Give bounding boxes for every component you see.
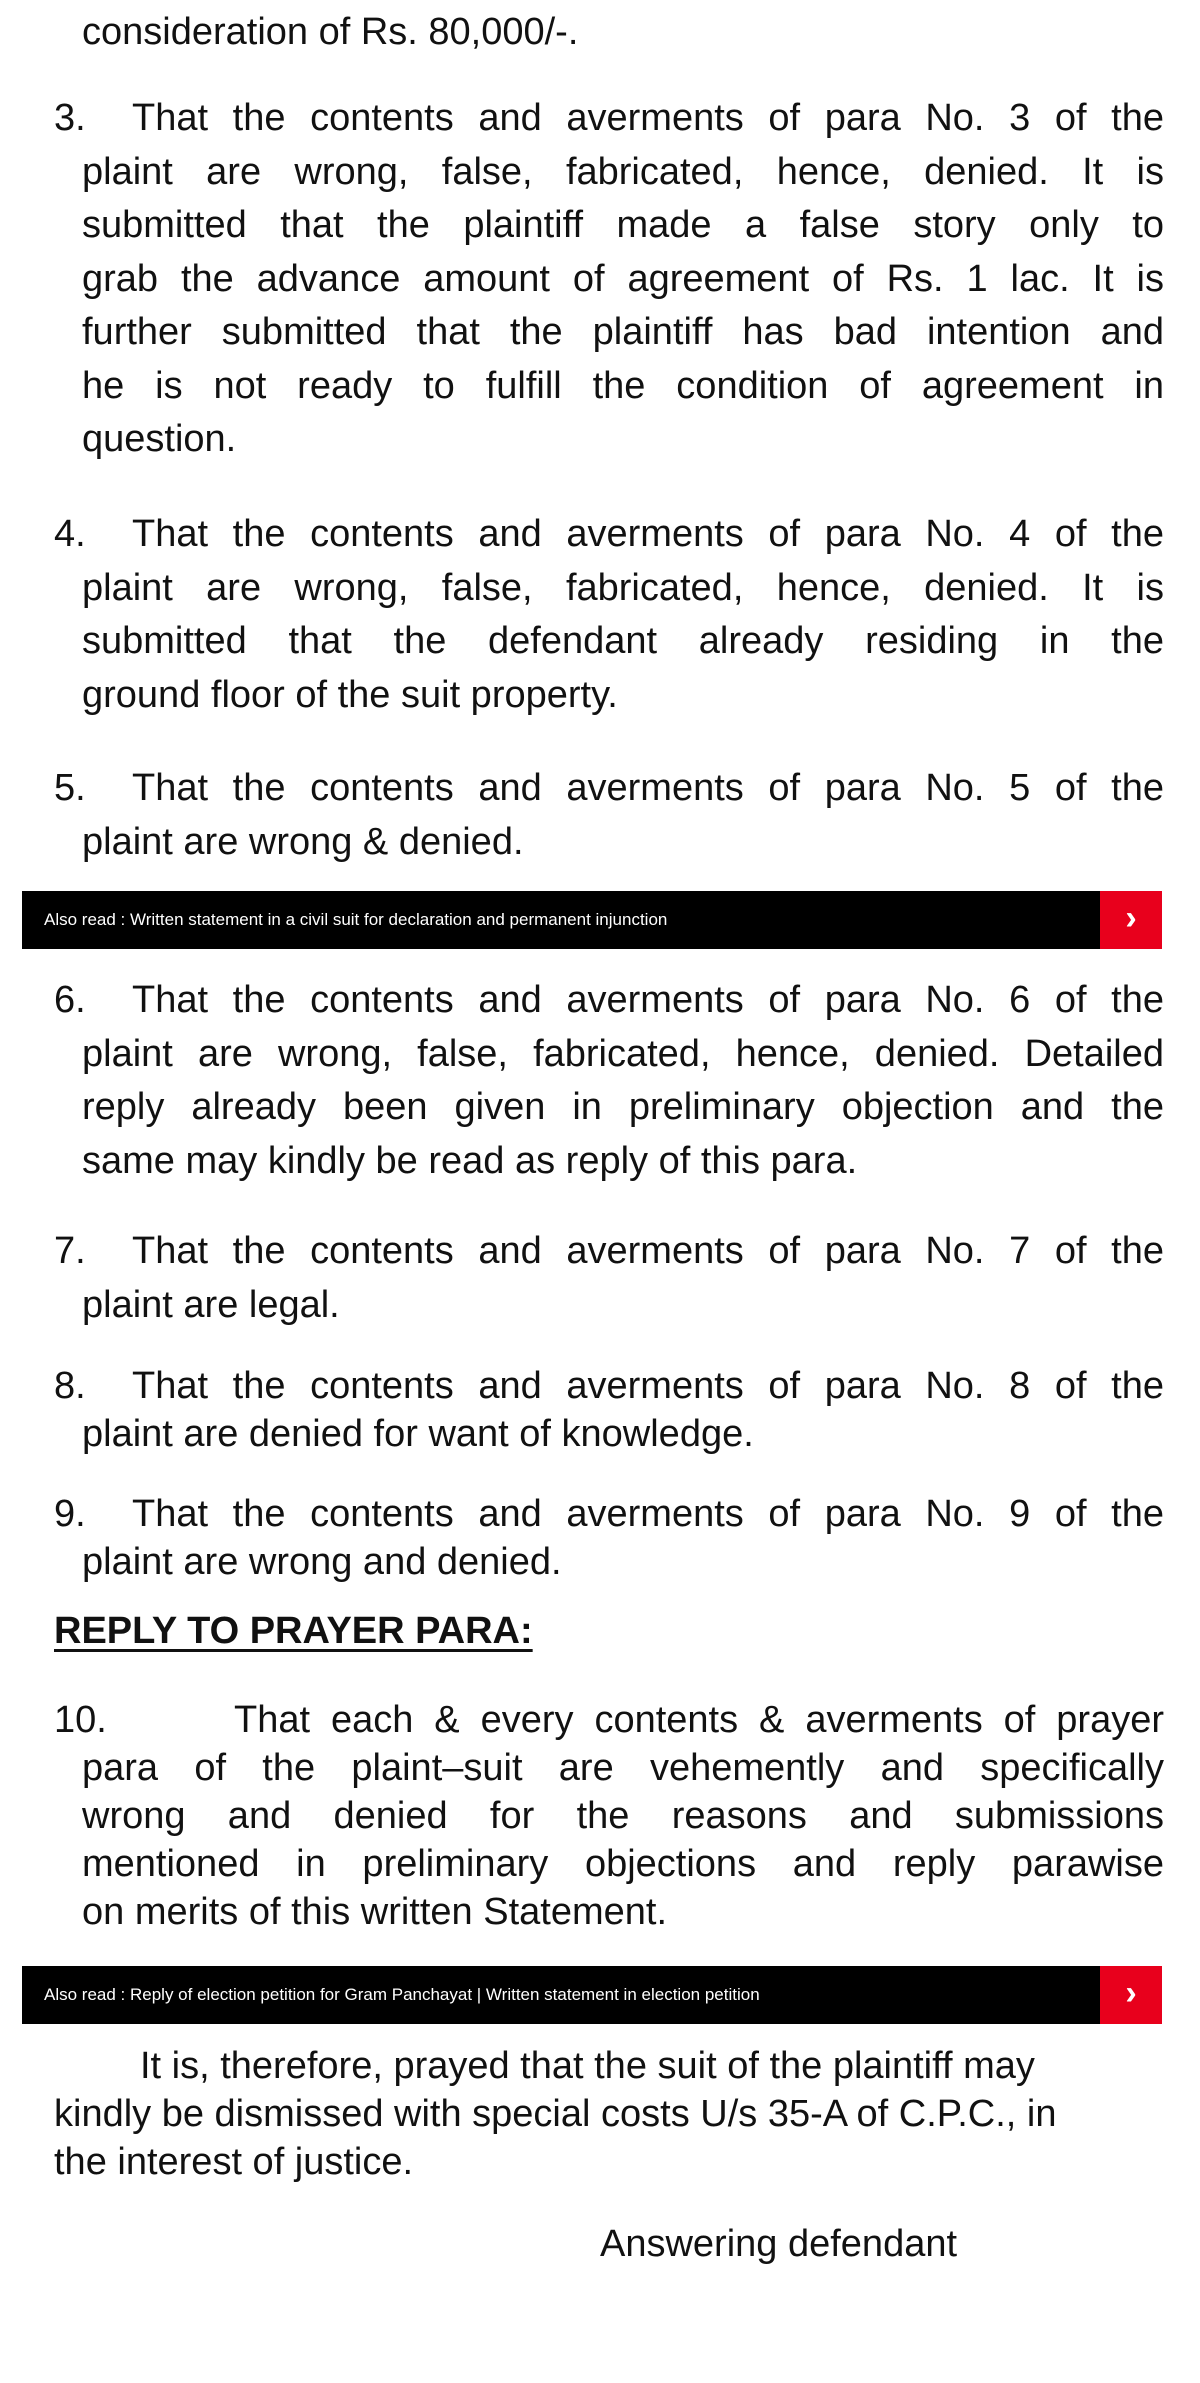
text-line: further submitted that the plaintiff has bad intention and (82, 311, 1164, 353)
text-line: grab the advance amount of agreement of Rs. 1 lac. It is (82, 257, 1164, 300)
also-read-prefix: Also read : (44, 910, 126, 929)
text-line: reply already been given in preliminary objection and the (82, 1086, 1164, 1128)
text-line: plaint are wrong, false, fabricated, hence, denied. It is (82, 566, 1164, 609)
text-line: That the contents and averments of para No. 8 of the (132, 1365, 1164, 1407)
chevron-right-button[interactable] (1100, 891, 1162, 949)
text-line: It is, therefore, prayed that the suit of the plaintiff may (140, 2045, 1035, 2087)
paragraph-4 (54, 508, 1164, 722)
text-line: para of the plaint–suit are vehemently and specifically (82, 1747, 1164, 1789)
para-2-tail (54, 6, 1164, 60)
paragraph-7 (54, 1225, 1164, 1332)
para-number: 6. (54, 979, 86, 1021)
para-number: 8. (54, 1365, 86, 1407)
para-number: 3. (54, 97, 86, 139)
text-line: That the contents and averments of para No. 9 of the (132, 1493, 1164, 1535)
text-line: mentioned in preliminary objections and reply parawise (82, 1843, 1164, 1885)
text-line: That the contents and averments of para No. 3 of the (132, 97, 1164, 139)
paragraph-5 (54, 762, 1164, 869)
text-line: That the contents and averments of para No. 6 of the (132, 979, 1164, 1021)
paragraph-8 (54, 1362, 1164, 1458)
text-line: kindly be dismissed with special costs U/s 35-A of C.P.C., in (54, 2093, 1057, 2135)
text-line: he is not ready to fulfill the condition of agreement in (82, 364, 1164, 407)
also-read-link[interactable] (44, 1966, 760, 2024)
also-read-banner[interactable] (22, 891, 1162, 949)
para-number: 5. (54, 767, 86, 809)
text-line: plaint are wrong, false, fabricated, hence, denied. Detailed (82, 1032, 1164, 1075)
prayer-paragraph (54, 2042, 1164, 2186)
also-read-banner[interactable] (22, 1966, 1162, 2024)
text-line: plaint are denied for want of knowledge. (82, 1413, 754, 1455)
text-line: question. (82, 418, 237, 460)
text-line: plaint are legal. (82, 1283, 340, 1326)
text-line: submitted that the plaintiff made a false story only to (82, 204, 1164, 246)
paragraph-10 (54, 1696, 1164, 1936)
also-read-title: Written statement in a civil suit for declaration and permanent injunction (130, 910, 668, 929)
text-line: That the contents and averments of para No. 4 of the (132, 513, 1164, 555)
signature-label: Answering defendant (600, 2223, 958, 2265)
paragraph-9 (54, 1490, 1164, 1586)
text-line: That the contents and averments of para No. 7 of the (132, 1230, 1164, 1272)
paragraph-6 (54, 974, 1164, 1188)
also-read-link[interactable] (44, 891, 667, 949)
para-number: 4. (54, 513, 86, 555)
text-line: plaint are wrong and denied. (82, 1541, 562, 1583)
section-heading: REPLY TO PRAYER PARA: (54, 1610, 533, 1652)
text-line: That the contents and averments of para No. 5 of the (132, 767, 1164, 809)
para-number: 7. (54, 1230, 86, 1272)
text-line: ground floor of the suit property. (82, 673, 618, 716)
also-read-prefix: Also read : (44, 1985, 126, 2004)
text-line: consideration of Rs. 80,000/-. (82, 11, 579, 53)
text-line: the interest of justice. (54, 2141, 414, 2183)
chevron-right-button[interactable] (1100, 1966, 1162, 2024)
text-line: on merits of this written Statement. (82, 1891, 668, 1933)
text-line: wrong and denied for the reasons and submissions (82, 1795, 1164, 1837)
text-line: same may kindly be read as reply of this para. (82, 1139, 858, 1182)
chevron-right-icon: › (1125, 1974, 1137, 2012)
para-number: 9. (54, 1493, 86, 1535)
text-line: submitted that the defendant already residing in the (82, 620, 1164, 662)
paragraph-3 (54, 92, 1164, 467)
text-line: That each & every contents & averments of prayer (234, 1699, 1164, 1741)
para-number: 10. (54, 1699, 107, 1741)
text-line: plaint are wrong, false, fabricated, hence, denied. It is (82, 150, 1164, 193)
also-read-title: Reply of election petition for Gram Panchayat | Written statement in election petition (130, 1985, 760, 2004)
text-line: plaint are wrong & denied. (82, 820, 524, 863)
chevron-right-icon: › (1125, 899, 1137, 937)
